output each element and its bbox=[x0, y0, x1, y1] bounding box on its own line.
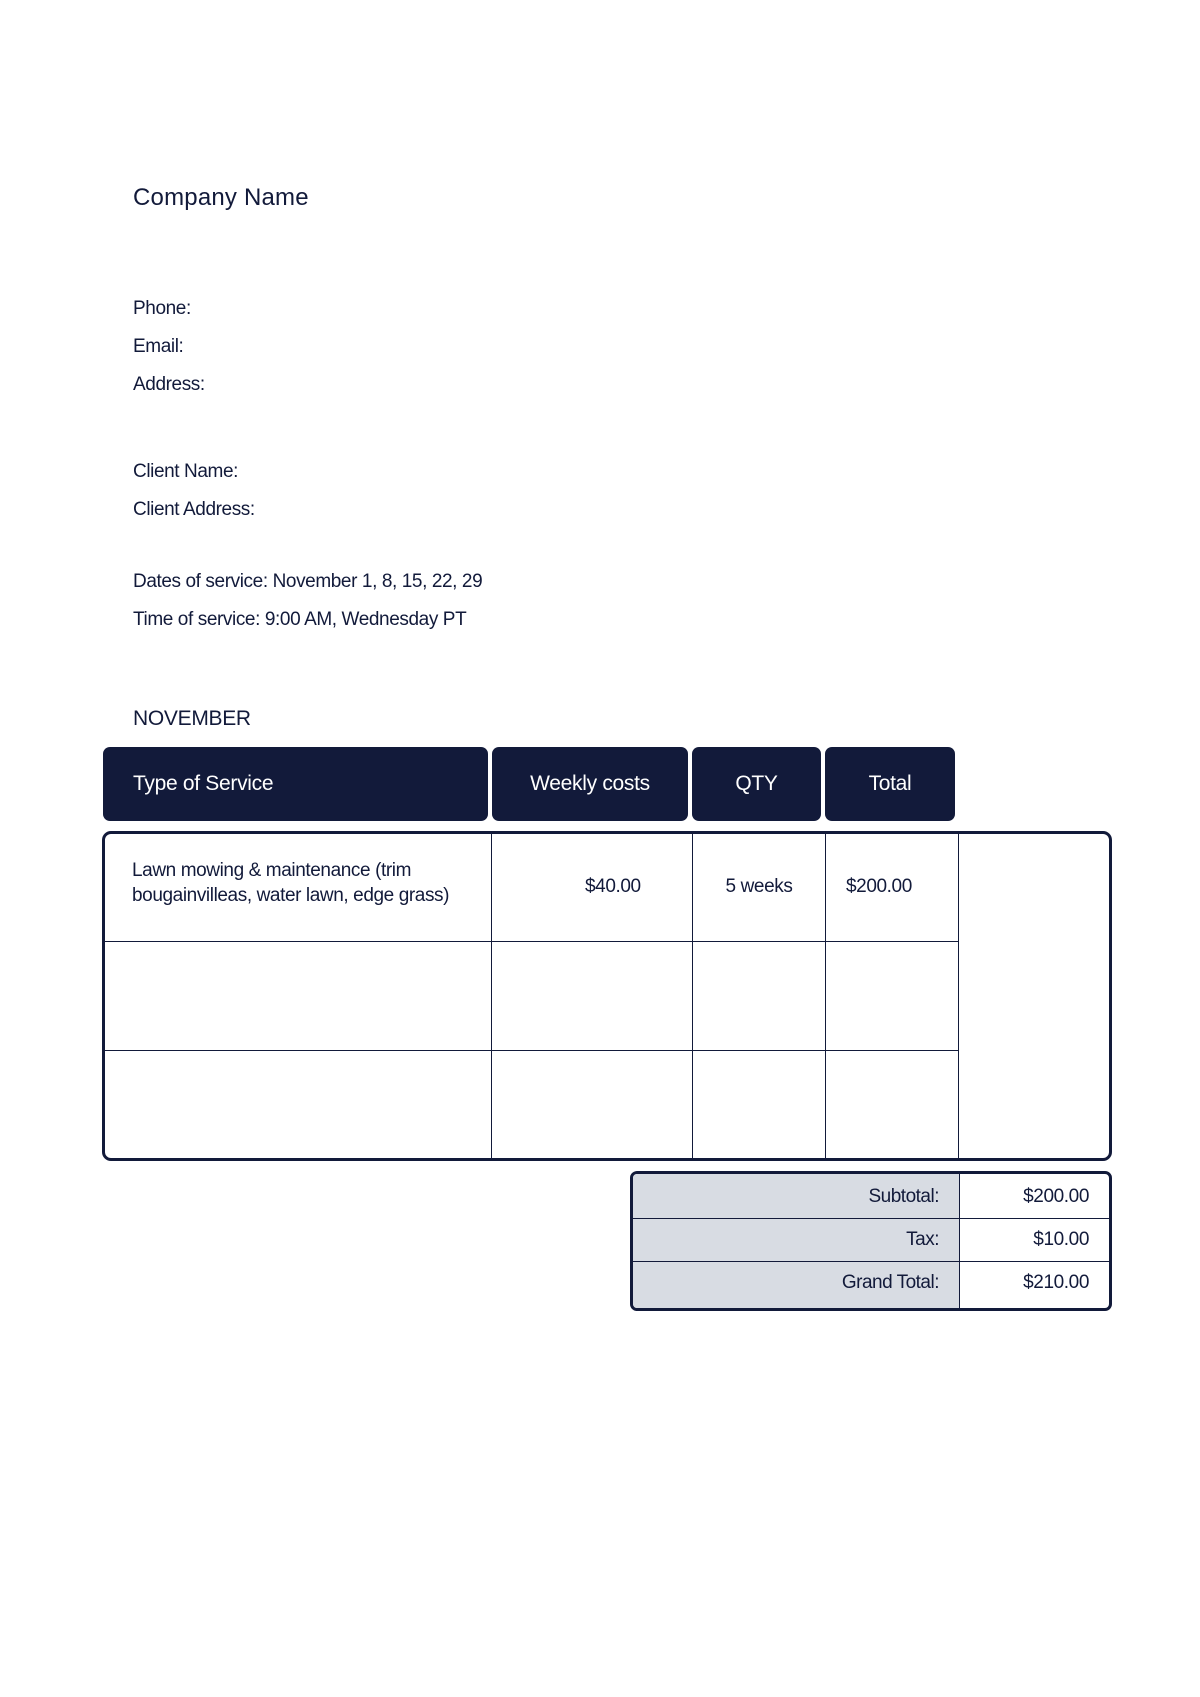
row-divider bbox=[105, 1050, 959, 1051]
header-weekly-label: Weekly costs bbox=[530, 772, 650, 795]
time-of-service-value: 9:00 AM, Wednesday PT bbox=[259, 609, 467, 630]
column-divider bbox=[958, 834, 959, 1158]
address-label: Address: bbox=[133, 374, 205, 395]
grand-total-value: $210.00 bbox=[1023, 1272, 1089, 1293]
header-qty-label: QTY bbox=[735, 772, 778, 795]
totals-column-divider bbox=[959, 1174, 960, 1311]
header-type-label: Type of Service bbox=[133, 772, 274, 795]
qty-value: 5 weeks bbox=[725, 876, 793, 897]
column-divider bbox=[491, 834, 492, 1158]
client-name-label: Client Name: bbox=[133, 461, 239, 482]
email-label: Email: bbox=[133, 336, 184, 357]
totals-table bbox=[630, 1171, 1112, 1311]
dates-of-service bbox=[133, 571, 482, 593]
service-description bbox=[132, 858, 449, 908]
dates-of-service-label: Dates of service: bbox=[133, 571, 268, 592]
company-name: Company Name bbox=[133, 184, 309, 211]
header-type-of-service bbox=[103, 747, 488, 821]
dates-of-service-value: November 1, 8, 15, 22, 29 bbox=[267, 571, 483, 592]
service-table bbox=[102, 831, 1112, 1161]
header-weekly-costs bbox=[492, 747, 688, 821]
client-address-label: Client Address: bbox=[133, 499, 255, 520]
time-of-service bbox=[133, 609, 466, 631]
tax-label: Tax: bbox=[906, 1229, 939, 1250]
totals-row-divider bbox=[633, 1261, 1112, 1262]
totals-row-divider bbox=[633, 1218, 1112, 1219]
weekly-cost-value: $40.00 bbox=[585, 876, 641, 897]
month-heading: NOVEMBER bbox=[133, 707, 251, 730]
total-value: $200.00 bbox=[846, 876, 912, 897]
header-total bbox=[825, 747, 955, 821]
header-total-label: Total bbox=[868, 772, 912, 795]
service-description-line-1: Lawn mowing & maintenance (trim bbox=[132, 860, 412, 881]
service-description-line-2: bougainvilleas, water lawn, edge grass) bbox=[132, 885, 450, 906]
phone-label: Phone: bbox=[133, 298, 191, 319]
header-qty bbox=[692, 747, 821, 821]
row-divider bbox=[105, 941, 959, 942]
subtotal-value: $200.00 bbox=[1023, 1186, 1089, 1207]
grand-total-label: Grand Total: bbox=[841, 1272, 939, 1293]
tax-value: $10.00 bbox=[1033, 1229, 1089, 1250]
time-of-service-label: Time of service: bbox=[133, 609, 260, 630]
subtotal-label: Subtotal: bbox=[868, 1186, 939, 1207]
